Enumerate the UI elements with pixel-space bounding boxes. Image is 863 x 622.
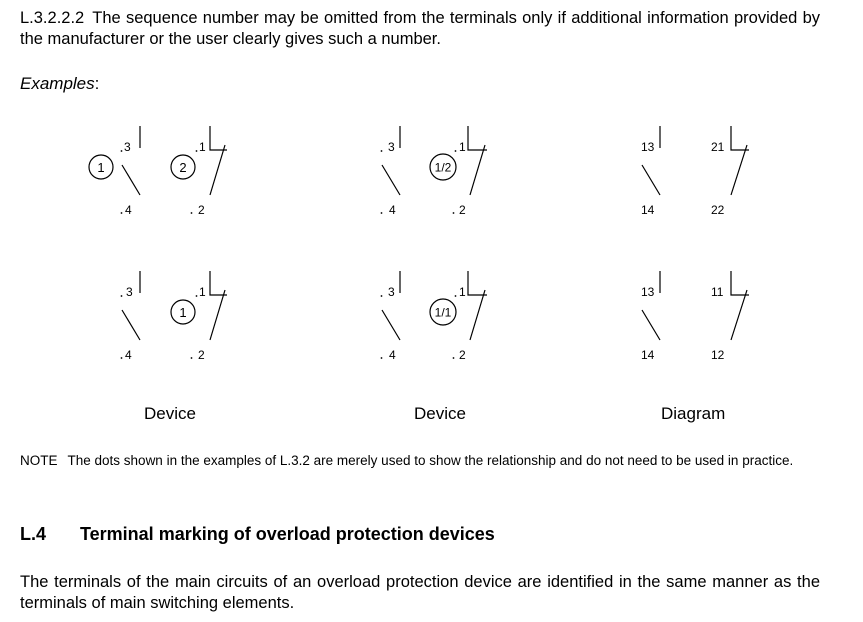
contact-blade-line	[642, 165, 660, 195]
terminal-label: 1	[459, 140, 466, 154]
sequence-number: 2	[179, 160, 187, 175]
caption-diagram: Diagram	[661, 404, 726, 423]
caption-device-2: Device	[414, 404, 466, 423]
terminal-label: 2	[459, 348, 466, 362]
heading-number: L.4	[20, 524, 47, 544]
terminal-label: 14	[641, 203, 655, 217]
terminal-label: 13	[641, 140, 655, 154]
contact-blade-line	[382, 310, 400, 340]
terminal-label: 4	[389, 348, 396, 362]
heading-title: Terminal marking of overload protection devices	[80, 524, 495, 544]
sequence-number: 1	[97, 160, 105, 175]
contact-blade-line	[122, 165, 140, 195]
terminal-label: 3	[388, 140, 395, 154]
contact-blade-line	[470, 145, 485, 195]
contact-blade-line	[382, 165, 400, 195]
terminal-label: 1	[199, 140, 206, 154]
sequence-number: 1	[179, 305, 187, 320]
section-heading	[20, 524, 495, 545]
examples-label: Examples:	[20, 74, 100, 93]
terminal-label: 4	[389, 203, 396, 217]
note-label: NOTE	[20, 453, 58, 468]
terminal-label: 11	[711, 285, 724, 299]
terminal-label: 22	[711, 203, 725, 217]
terminal-label: 2	[198, 203, 205, 217]
terminal-label: 2	[459, 203, 466, 217]
terminal-label: 12	[711, 348, 725, 362]
terminal-label: 4	[125, 348, 132, 362]
note-text: The dots shown in the examples of L.3.2 are merely used to show the relationship and do not need to be used in practice.	[67, 453, 794, 468]
terminal-label: 1	[459, 285, 466, 299]
contact-blade-line	[470, 290, 485, 340]
terminal-label: 21	[711, 140, 725, 154]
sequence-number: 1/1	[434, 305, 452, 320]
terminal-label: 3	[124, 140, 131, 154]
section-text: The sequence number may be omitted from the terminals only if additional information provided by the manufacturer or the user clearly gives such a number.	[20, 9, 820, 48]
terminal-label: 3	[126, 285, 133, 299]
section-number: L.3.2.2.2	[20, 9, 85, 27]
section-paragraph	[20, 8, 820, 50]
contact-blade-line	[731, 145, 747, 195]
terminal-label: 14	[641, 348, 655, 362]
terminal-label: 3	[388, 285, 395, 299]
terminal-label: 13	[641, 285, 655, 299]
contact-blade-line	[210, 145, 225, 195]
contact-blade-line	[642, 310, 660, 340]
terminal-label: 4	[125, 203, 132, 217]
terminal-marking-figure	[0, 110, 863, 440]
terminal-label: 2	[198, 348, 205, 362]
contact-blade-line	[122, 310, 140, 340]
sequence-number: 1/2	[434, 160, 452, 175]
caption-device-1: Device	[144, 404, 196, 423]
terminal-label: 1	[199, 285, 206, 299]
body-paragraph: The terminals of the main circuits of an overload protection device are identified in the same manner as the terminals of main switching elements.	[20, 573, 820, 612]
contact-blade-line	[210, 290, 225, 340]
contact-blade-line	[731, 290, 747, 340]
note-paragraph	[20, 452, 820, 469]
